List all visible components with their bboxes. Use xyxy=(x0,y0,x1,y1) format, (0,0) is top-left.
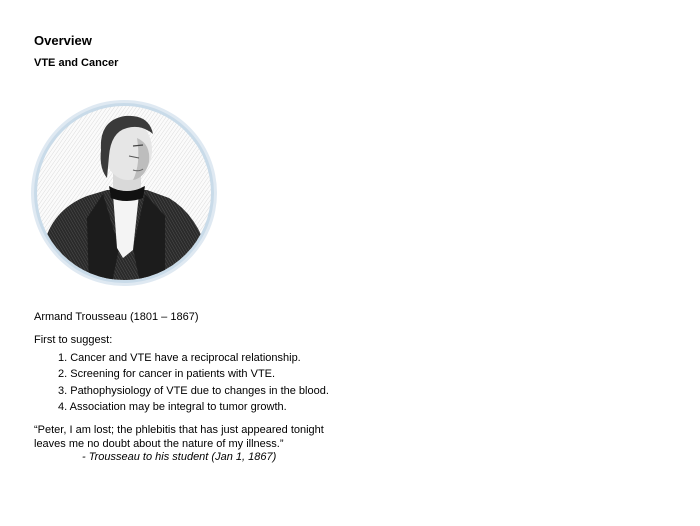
portrait-image xyxy=(29,98,219,288)
section-subtitle: VTE and Cancer xyxy=(34,57,119,69)
portrait-caption: Armand Trousseau (1801 – 1867) xyxy=(34,311,199,323)
quote-attribution: - Trousseau to his student (Jan 1, 1867) xyxy=(82,451,277,463)
list-item: 4. Association may be integral to tumor growth. xyxy=(58,400,287,413)
portrait-illustration xyxy=(29,98,219,288)
list-item: 2. Screening for cancer in patients with VTE. xyxy=(58,368,276,381)
quote-line: “Peter, I am lost; the phlebitis that has just appeared tonight xyxy=(34,424,324,436)
list-item: 3. Pathophysiology of VTE due to changes in the blood. xyxy=(58,384,329,397)
page-title: Overview xyxy=(34,33,92,48)
quote-line: leaves me no doubt about the nature of my illness.” xyxy=(34,438,284,450)
intro-text: First to suggest: xyxy=(34,334,113,346)
list-item: 1. Cancer and VTE have a reciprocal relationship. xyxy=(58,352,301,364)
quote-block xyxy=(34,423,324,451)
points-list xyxy=(58,350,329,415)
